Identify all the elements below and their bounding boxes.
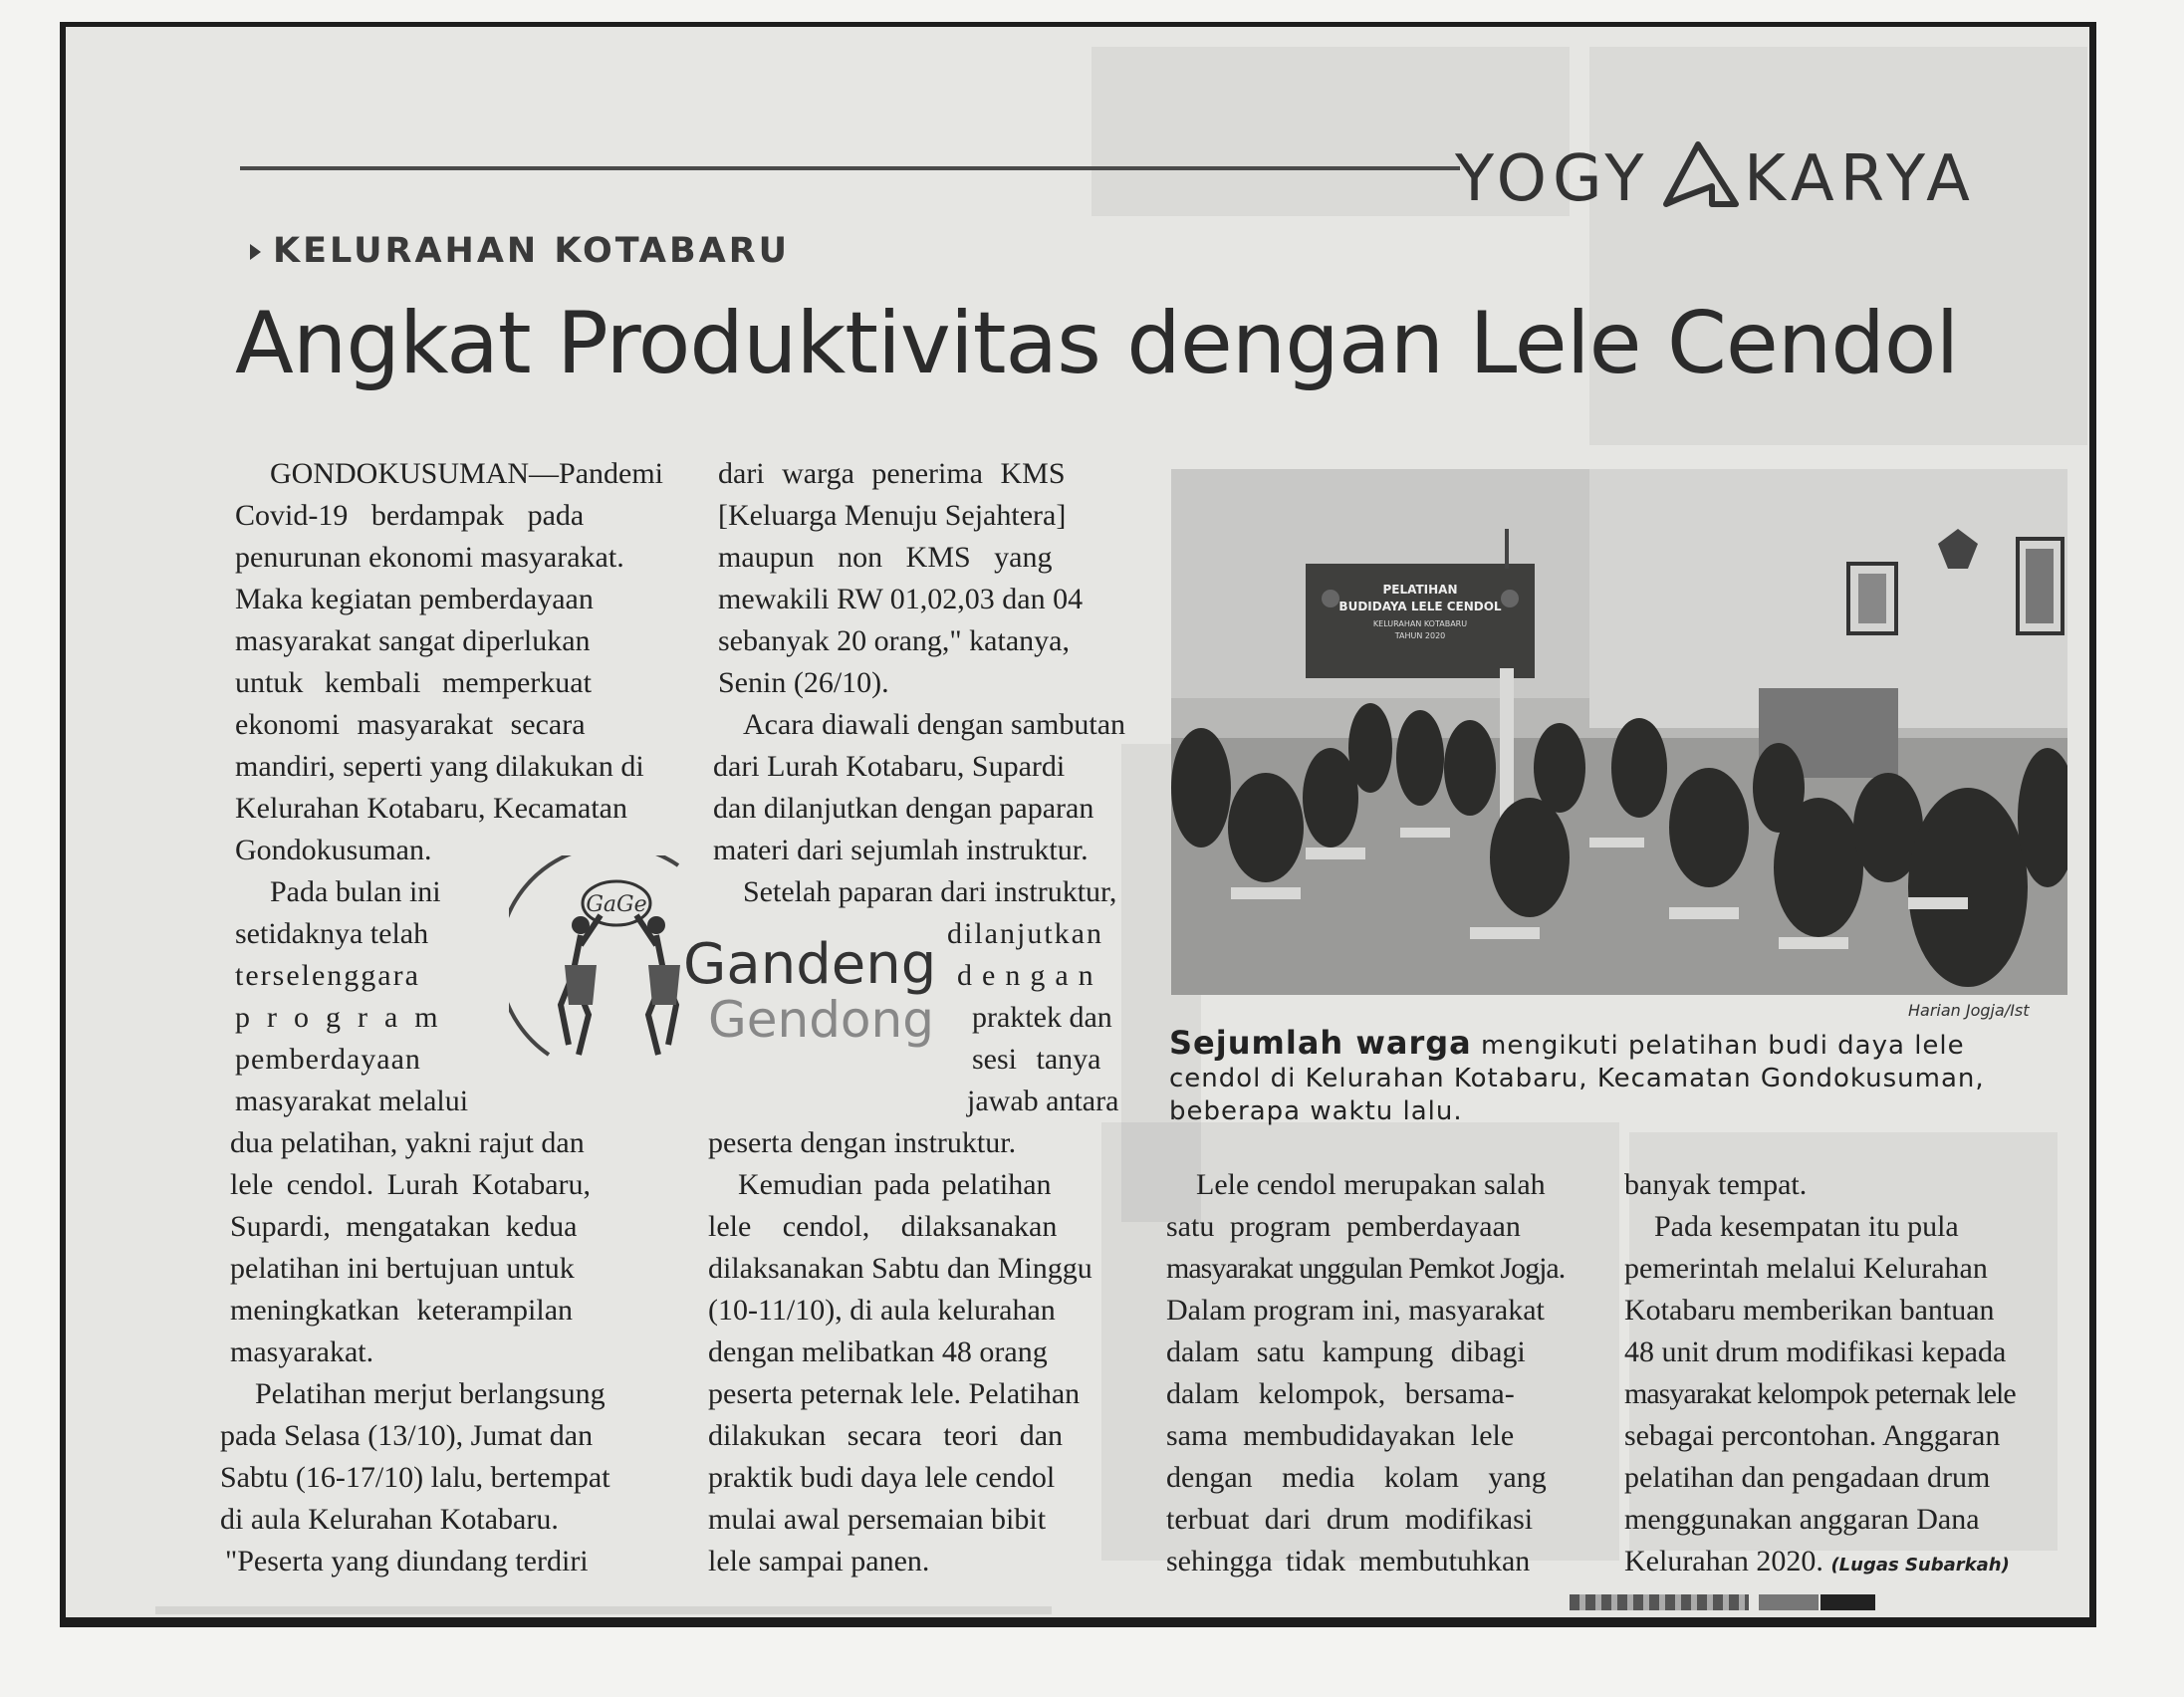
column-line: banyak tempat. [1624,1168,1808,1201]
column-line: Acara diawali dengan sambutan [743,708,1126,741]
scan-mark-bar [1759,1594,1819,1610]
brand-a-mark [1666,144,1736,204]
column-line: masyarakat sangat diperlukan [235,624,591,657]
column-line: program [235,1001,455,1034]
column-line: setidaknya telah [235,917,429,950]
caption-lead: Sejumlah warga [1169,1024,1472,1062]
column-line: [Keluarga Menuju Sejahtera] [718,499,1067,532]
column-line: lele cendol, dilaksanakan [708,1210,1058,1243]
column-line: dengan melibatkan 48 orang [708,1335,1048,1368]
photo-credit: Harian Jogja/Ist [1908,1001,2030,1020]
column-line: Sabtu (16-17/10) lalu, bertempat [220,1461,610,1494]
column-line: ekonomi masyarakat secara [235,708,586,741]
scan-mark-bar [155,1606,1052,1614]
column-line: lele sampai panen. [708,1545,930,1577]
caption-line: cendol di Kelurahan Kotabaru, Kecamatan Gondokusuman, [1169,1064,1985,1093]
gandeng-gendong-logo [509,855,947,1077]
column-line: peserta dengan instruktur. [708,1126,1017,1159]
column-line: dalam kelompok, bersama- [1166,1377,1515,1410]
column-line: di aula Kelurahan Kotabaru. [220,1503,559,1536]
svg-text:GaGe: GaGe [586,892,647,917]
column-line: dua pelatihan, yakni rajut dan [230,1126,585,1159]
logo-gendong: Gendong [708,991,934,1049]
logo-gandeng: Gandeng [683,932,937,997]
column-line: sehingga tidak membutuhkan [1166,1545,1531,1577]
column-line: dan dilanjutkan dengan paparan [713,792,1094,825]
column-line: terselenggara [235,959,420,992]
column-line: praktek dan [972,1001,1112,1034]
column-line: Dalam program ini, masyarakat [1166,1294,1545,1327]
column-line: Pelatihan merjut berlangsung [255,1377,606,1410]
svg-text:TAHUN 2020: TAHUN 2020 [1394,631,1446,640]
section-rubric [250,231,790,271]
column-line: praktik budi daya lele cendol [708,1461,1056,1494]
dancing-figures-icon [561,881,680,1055]
column-line: jawab antara [967,1085,1119,1117]
column-line: (10-11/10), di aula kelurahan [708,1294,1056,1327]
column-line: dilaksanakan Sabtu dan Minggu [708,1252,1092,1285]
column-line: terbuat dari drum modifikasi [1166,1503,1534,1536]
column-line: Gondokusuman. [235,834,432,866]
training-photo [1171,469,2067,995]
column-line: untuk kembali memperkuat [235,666,592,699]
column-line: dilakukan secara teori dan [708,1419,1064,1452]
column-line: pemberdayaan [235,1043,421,1076]
column-line: dengan media kolam yang [1166,1461,1547,1494]
caption-line: mengikuti pelatihan budi daya lele [1471,1031,1965,1061]
column-line: Kotabaru memberikan bantuan [1624,1294,1995,1327]
column-line: masyarakat. [230,1335,374,1368]
photo-caption [1169,1024,2061,1128]
column-line: maupun non KMS yang [718,541,1053,574]
column-line: pemerintah melalui Kelurahan [1624,1252,1988,1285]
column-line: Maka kegiatan pemberdayaan [235,583,594,615]
caption-line: beberapa waktu lalu. [1169,1096,1463,1126]
column-line: Pada kesempatan itu pula [1654,1210,1959,1243]
column-line: Kelurahan Kotabaru, Kecamatan [235,792,627,825]
column-line: masyarakat kelompok peternak lele [1624,1377,2016,1410]
column-line: pelatihan ini bertujuan untuk [230,1252,575,1285]
newspaper-clipping [60,22,2096,1627]
scan-mark-bar [1570,1594,1749,1610]
column-line: mandiri, seperti yang dilakukan di [235,750,644,783]
column-line: dilanjutkan [947,917,1103,950]
svg-text:PELATIHAN: PELATIHAN [1382,583,1458,597]
column-line: mewakili RW 01,02,03 dan 04 [718,583,1084,615]
column-line: Supardi, mengatakan kedua [230,1210,578,1243]
column-line: meningkatkan keterampilan [230,1294,574,1327]
rubric-label: KELURAHAN KOTABARU [273,231,791,271]
column-line: Setelah paparan dari instruktur, [743,875,1117,908]
column-line: sama membudidayakan lele [1166,1419,1515,1452]
column-line: "Peserta yang diundang terdiri [225,1545,589,1577]
triangle-bullet-icon [250,244,261,260]
column-line: dari Lurah Kotabaru, Supardi [713,750,1066,783]
svg-text:BUDIDAYA LELE CENDOL: BUDIDAYA LELE CENDOL [1338,600,1502,613]
column-line: Pada bulan ini [270,875,441,908]
svg-text:KELURAHAN KOTABARU: KELURAHAN KOTABARU [1372,619,1468,628]
column-line: masyarakat melalui [235,1085,469,1117]
column-line: sebanyak 20 orang," katanya, [718,624,1070,657]
column-line: mulai awal persemaian bibit [708,1503,1047,1536]
headline: Angkat Produktivitas dengan Lele Cendol [235,294,1959,393]
brand-text-left: YOGY [1455,142,1650,216]
column-line: masyarakat unggulan Pemkot Jogja. [1166,1252,1566,1285]
column-line: menggunakan anggaran Dana [1624,1503,1980,1536]
training-photo-illustration [1171,469,2067,995]
column-line: GONDOKUSUMAN—Pandemi [270,457,663,490]
column-line-text: Kelurahan 2020. [1624,1545,1823,1577]
brand-text-right: KARYA [1744,142,1976,216]
column-line: dengan [957,959,1103,992]
column-line: 48 unit drum modifikasi kepada [1624,1335,2007,1368]
column-line: dalam satu kampung dibagi [1166,1335,1526,1368]
column-line: materi dari sejumlah instruktur. [713,834,1089,866]
column-line: sebagai percontohan. Anggaran [1624,1419,2001,1452]
author-byline: (Lugas Subarkah) [1830,1555,2010,1576]
scan-mark-bar [1820,1594,1875,1610]
header-rule [240,166,1460,170]
column-line: peserta peternak lele. Pelatihan [708,1377,1081,1410]
column-line: Covid-19 berdampak pada [235,499,585,532]
column-line: satu program pemberdayaan [1166,1210,1521,1243]
column-line: pelatihan dan pengadaan drum [1624,1461,1991,1494]
column-line: dari warga penerima KMS [718,457,1066,490]
column-line: pada Selasa (13/10), Jumat dan [220,1419,594,1452]
section-brand-logo [1455,130,2082,230]
column-line: sesi tanya [972,1043,1101,1076]
column-line: Kemudian pada pelatihan [738,1168,1052,1201]
column-line [1624,1541,2010,1586]
column-line: Lele cendol merupakan salah [1196,1168,1546,1201]
column-line: lele cendol. Lurah Kotabaru, [230,1168,592,1201]
column-line: Senin (26/10). [718,666,889,699]
column-line: penurunan ekonomi masyarakat. [235,541,624,574]
